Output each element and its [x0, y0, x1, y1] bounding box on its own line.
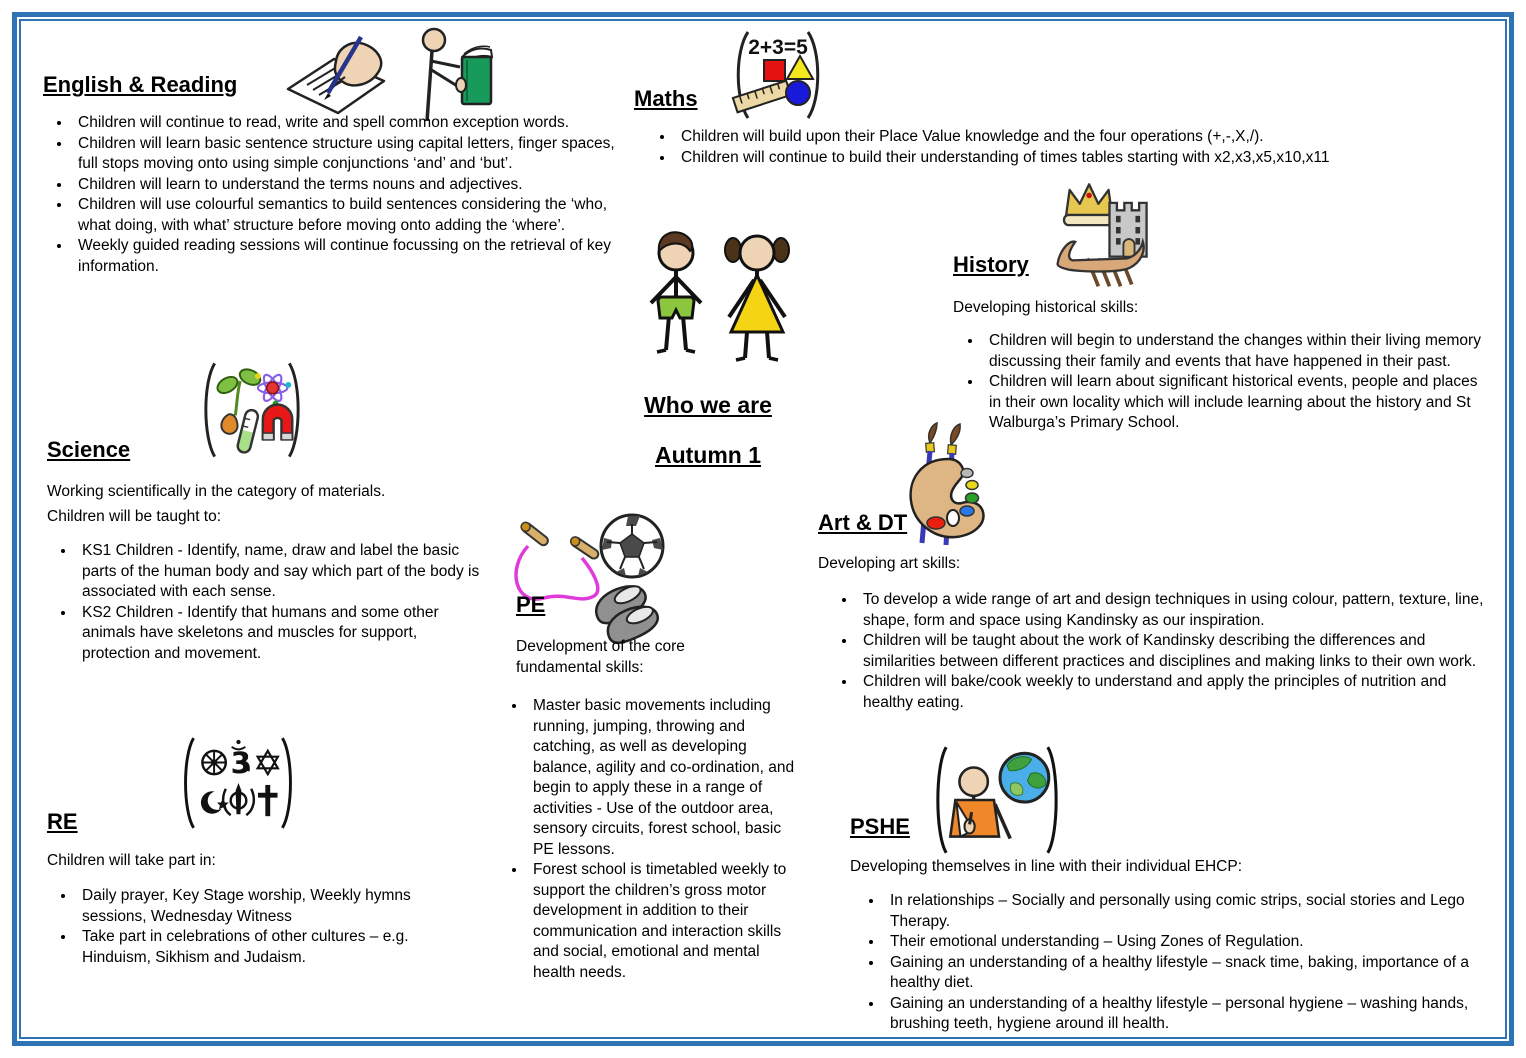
bullet-item: • Gaining an understanding of a healthy lifestyle – personal hygiene – washing hands, brushing teeth, hygiene around ill health. — [884, 994, 1492, 1035]
bullet-item: • Forest school is timetabled weekly to support the children’s gross motor development in addition to their communication and interaction skills and social, emotional and mental health needs. — [527, 860, 805, 983]
english-bullet-list — [45, 113, 623, 277]
bullet-item: • KS1 Children - Identify, name, draw and label the basic parts of the human body and say which part of the body is associated with each sense. — [76, 541, 481, 603]
art-bullet-list — [830, 590, 1490, 713]
hand-writing-icon — [283, 33, 395, 119]
science-intro-line2: Children will be taught to: — [47, 508, 222, 525]
om-symbol — [231, 740, 251, 780]
pshe-intro: Developing themselves in line with their individual EHCP: — [850, 858, 1242, 875]
pe-intro: Development of the core fundamental skills: — [516, 638, 685, 676]
bullet-item: • Children will build upon their Place Value knowledge and the four operations (+,-,X,/). — [675, 127, 1418, 148]
history-icon — [1052, 173, 1154, 293]
maths-bullet-list — [648, 127, 1418, 168]
re-bullet-list — [49, 886, 479, 968]
bullet-item: • Children will learn to understand the terms nouns and adjectives. — [72, 175, 623, 196]
art-palette-icon — [896, 421, 998, 551]
pshe-bullet-list — [852, 891, 1492, 1035]
cross-symbol — [258, 785, 278, 816]
star-of-david-symbol — [258, 751, 278, 774]
bullet-item: • Children will use colourful semantics to build sentences considering the ‘who, what doing, with what’ structure before moving onto adding the ‘where’. — [72, 195, 623, 236]
bullet-item: • Master basic movements including running, jumping, throwing and catching, as well as developing balance, agility and co-ordination, and begin to apply these in a range of activities - Use of the outdoor area, sensory circuits, forest school, basic PE lessons. — [527, 696, 805, 860]
science-bullet-list — [49, 541, 481, 664]
pe-heading: PE — [516, 592, 546, 617]
bullet-item: • Children will continue to read, write and spell common exception words. — [72, 113, 623, 134]
bullet-item: • Their emotional understanding – Using Zones of Regulation. — [884, 932, 1492, 953]
history-heading: History — [953, 252, 1029, 277]
khanda-symbol — [223, 783, 254, 815]
bullet-item: • In relationships – Socially and personally using comic strips, social stories and Lego Therapy. — [884, 891, 1492, 932]
english-heading: English & Reading — [43, 72, 238, 97]
science-icon — [198, 356, 306, 464]
bullet-item: • Weekly guided reading sessions will continue focussing on the retrieval of key information. — [72, 236, 623, 277]
re-intro: Children will take part in: — [47, 852, 216, 869]
pshe-heading: PSHE — [850, 814, 910, 839]
boy-and-girl-icon — [636, 220, 798, 368]
science-heading: Science — [47, 437, 131, 462]
history-bullet-list — [953, 331, 1483, 434]
bullet-item: • Children will begin to understand the changes within their living memory discussing their family and events that have happened in their past. — [983, 331, 1483, 372]
svg-text:2+3=5: 2+3=5 — [748, 36, 808, 59]
bullet-item: • Children will be taught about the work of Kandinsky describing the differences and similarities between different practices and disciplines and making links to their own work. — [857, 631, 1490, 672]
bullet-item: • Take part in celebrations of other cultures – e.g. Hinduism, Sikhism and Judaism. — [76, 927, 479, 968]
maths-heading: Maths — [634, 86, 698, 111]
page-subtitle: Autumn 1 — [654, 442, 762, 468]
science-intro-line1: Working scientifically in the category of materials. — [47, 483, 386, 500]
bullet-item: • Children will learn basic sentence structure using capital letters, finger spaces, full stops moving onto using simple conjunctions ‘and’ and ‘but’. — [72, 134, 623, 175]
dharma-wheel-symbol — [202, 751, 225, 774]
bullet-item: • Children will continue to build their understanding of times tables starting with x2,x3,x5,x10,x11 — [675, 148, 1418, 169]
re-religions-icon — [177, 734, 299, 832]
art-intro: Developing art skills: — [818, 555, 961, 572]
bullet-item: • Children will bake/cook weekly to understand and apply the principles of nutrition and healthy eating. — [857, 672, 1490, 713]
bullet-item: • To develop a wide range of art and design techniques in using colour, pattern, texture, line, shape, form and space using Kandinsky as our inspiration. — [857, 590, 1490, 631]
re-heading: RE — [47, 809, 78, 834]
pe-icon — [502, 506, 680, 654]
bullet-item: • KS2 Children - Identify that humans and some other animals have skeletons and muscles for support, protection and movement. — [76, 603, 481, 665]
pe-bullet-list — [500, 696, 805, 983]
bullet-item: • Gaining an understanding of a healthy lifestyle – snack time, baking, importance of a healthy diet. — [884, 953, 1492, 994]
art-heading: Art & DT — [818, 510, 908, 535]
svg-text:3: 3 — [230, 746, 252, 781]
page-title: Who we are — [644, 392, 772, 418]
pshe-icon — [931, 743, 1063, 857]
bullet-item: • Daily prayer, Key Stage worship, Weekly hymns sessions, Wednesday Witness — [76, 886, 479, 927]
bullet-item: • Children will learn about significant historical events, people and places in their own locality which will include learning about the history and St Walburga’s Primary School. — [983, 372, 1483, 434]
maths-icon — [727, 27, 829, 123]
person-reading-icon — [412, 27, 498, 123]
history-intro: Developing historical skills: — [953, 299, 1139, 316]
